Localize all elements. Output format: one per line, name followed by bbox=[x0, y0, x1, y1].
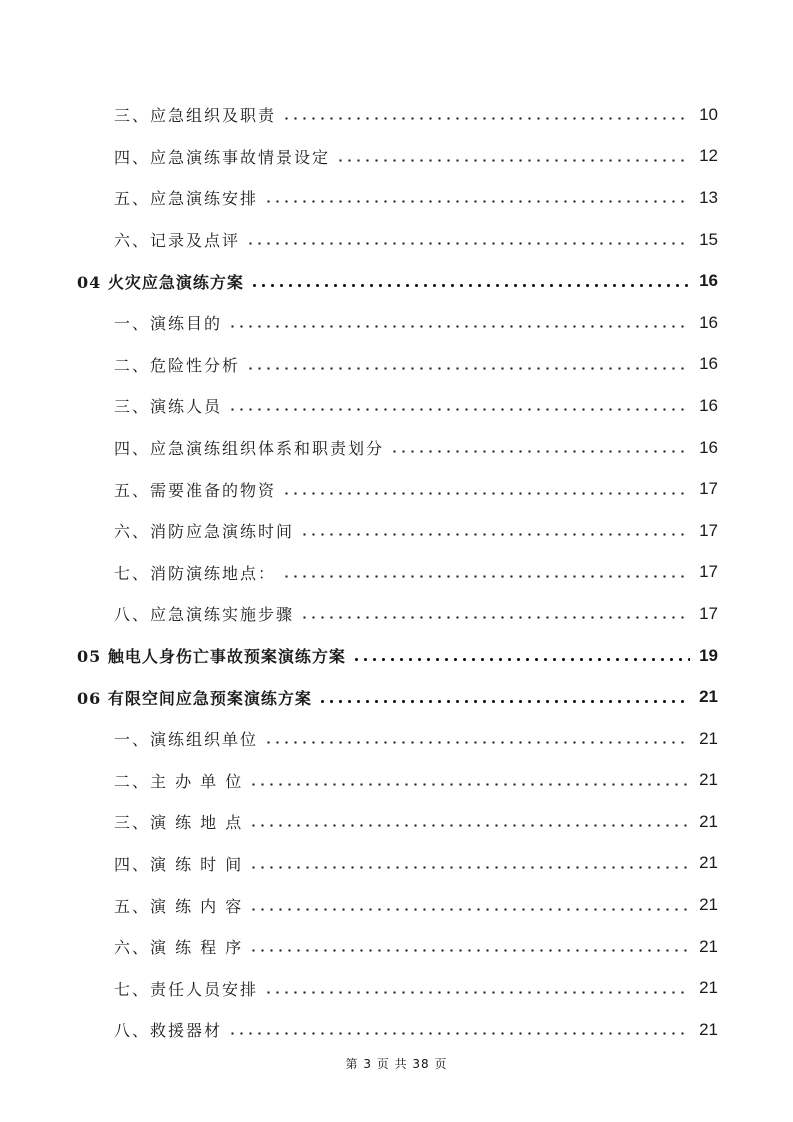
toc-entry-title: 八、救援器材 bbox=[114, 1021, 223, 1041]
toc-chapter-entry[interactable] bbox=[0, 676, 793, 718]
toc-chapter-title: 05 触电人身伤亡事故预案演练方案 bbox=[77, 647, 346, 667]
toc-dot-leader bbox=[249, 824, 690, 827]
toc-entry-page: 21 bbox=[699, 770, 718, 790]
toc-entry-page: 15 bbox=[699, 229, 718, 249]
toc-chapter-title: 06 有限空间应急预案演练方案 bbox=[77, 688, 312, 708]
toc-entry-title: 六、演 练 程 序 bbox=[114, 938, 244, 958]
toc-dot-leader bbox=[282, 575, 690, 578]
toc-entry-title: 一、演练目的 bbox=[114, 314, 223, 334]
toc-entry-title: 二、主 办 单 位 bbox=[114, 771, 244, 791]
toc-entry-page: 10 bbox=[699, 104, 718, 124]
toc-entry-page: 17 bbox=[699, 603, 718, 623]
toc-dot-leader bbox=[249, 908, 690, 911]
table-of-contents bbox=[0, 94, 793, 1051]
toc-entry-page: 21 bbox=[699, 811, 718, 831]
toc-entry-title: 五、应急演练安排 bbox=[114, 189, 259, 209]
page-footer: 第 3 页 共 38 页 bbox=[345, 1057, 448, 1071]
toc-dot-leader bbox=[300, 616, 690, 619]
toc-entry[interactable] bbox=[0, 136, 793, 178]
toc-entry[interactable] bbox=[0, 760, 793, 802]
toc-dot-leader bbox=[282, 492, 690, 495]
toc-dot-leader bbox=[250, 284, 690, 287]
toc-dot-leader bbox=[228, 1032, 690, 1035]
toc-entry[interactable] bbox=[0, 801, 793, 843]
toc-entry-page: 21 bbox=[699, 728, 718, 748]
toc-entry-title: 八、应急演练实施步骤 bbox=[114, 605, 295, 625]
toc-entry-page: 17 bbox=[699, 479, 718, 499]
toc-chapter-entry[interactable] bbox=[0, 260, 793, 302]
toc-chapter-page: 19 bbox=[699, 645, 718, 665]
toc-entry[interactable] bbox=[0, 884, 793, 926]
toc-dot-leader bbox=[228, 408, 690, 411]
toc-dot-leader bbox=[228, 325, 690, 328]
toc-dot-leader bbox=[264, 200, 690, 203]
toc-entry-page: 17 bbox=[699, 520, 718, 540]
toc-entry-title: 一、演练组织单位 bbox=[114, 730, 259, 750]
toc-entry-page: 13 bbox=[699, 187, 718, 207]
toc-entry-page: 16 bbox=[699, 354, 718, 374]
toc-entry[interactable] bbox=[0, 177, 793, 219]
toc-entry-page: 21 bbox=[699, 936, 718, 956]
toc-dot-leader bbox=[282, 117, 690, 120]
toc-entry-page: 21 bbox=[699, 1019, 718, 1039]
toc-entry-page: 16 bbox=[699, 312, 718, 332]
toc-entry-title: 四、应急演练组织体系和职责划分 bbox=[114, 439, 385, 459]
toc-chapter-page: 16 bbox=[699, 271, 718, 291]
toc-entry-page: 21 bbox=[699, 978, 718, 998]
toc-entry-title: 三、演练人员 bbox=[114, 397, 223, 417]
toc-entry-title: 七、消防演练地点： bbox=[114, 563, 277, 583]
toc-chapter-page: 21 bbox=[699, 687, 718, 707]
toc-entry-page: 17 bbox=[699, 562, 718, 582]
toc-entry[interactable] bbox=[0, 219, 793, 261]
toc-entry-title: 五、需要准备的物资 bbox=[114, 480, 277, 500]
toc-dot-leader bbox=[249, 949, 690, 952]
toc-entry-title: 四、演 练 时 间 bbox=[114, 854, 244, 874]
toc-dot-leader bbox=[264, 741, 690, 744]
toc-entry-page: 16 bbox=[699, 395, 718, 415]
toc-entry[interactable] bbox=[0, 593, 793, 635]
toc-entry[interactable] bbox=[0, 1009, 793, 1051]
toc-entry[interactable] bbox=[0, 718, 793, 760]
toc-entry-title: 三、演 练 地 点 bbox=[114, 813, 244, 833]
toc-dot-leader bbox=[249, 783, 690, 786]
toc-entry-title: 二、危险性分析 bbox=[114, 355, 241, 375]
toc-entry-title: 七、责任人员安排 bbox=[114, 979, 259, 999]
toc-entry-title: 五、演 练 内 容 bbox=[114, 896, 244, 916]
toc-entry-page: 21 bbox=[699, 853, 718, 873]
toc-entry[interactable] bbox=[0, 843, 793, 885]
toc-dot-leader bbox=[352, 658, 690, 661]
toc-dot-leader bbox=[246, 242, 690, 245]
toc-dot-leader bbox=[264, 991, 690, 994]
toc-entry-title: 三、应急组织及职责 bbox=[114, 106, 277, 126]
toc-entry-title: 六、消防应急演练时间 bbox=[114, 522, 295, 542]
toc-entry[interactable] bbox=[0, 94, 793, 136]
toc-chapter-entry[interactable] bbox=[0, 635, 793, 677]
toc-chapter-title: 04 火灾应急演练方案 bbox=[77, 272, 244, 292]
toc-dot-leader bbox=[336, 159, 690, 162]
toc-entry-page: 12 bbox=[699, 146, 718, 166]
toc-dot-leader bbox=[318, 700, 690, 703]
toc-entry[interactable] bbox=[0, 344, 793, 386]
toc-dot-leader bbox=[390, 450, 690, 453]
toc-entry[interactable] bbox=[0, 468, 793, 510]
toc-entry-title: 四、应急演练事故情景设定 bbox=[114, 147, 331, 167]
toc-entry[interactable] bbox=[0, 552, 793, 594]
toc-dot-leader bbox=[246, 367, 690, 370]
toc-entry-title: 六、记录及点评 bbox=[114, 231, 241, 251]
toc-entry[interactable] bbox=[0, 510, 793, 552]
toc-entry[interactable] bbox=[0, 926, 793, 968]
toc-entry-page: 21 bbox=[699, 895, 718, 915]
toc-dot-leader bbox=[300, 533, 690, 536]
toc-entry-page: 16 bbox=[699, 437, 718, 457]
toc-entry[interactable] bbox=[0, 967, 793, 1009]
toc-dot-leader bbox=[249, 866, 690, 869]
toc-entry[interactable] bbox=[0, 385, 793, 427]
toc-entry[interactable] bbox=[0, 427, 793, 469]
toc-entry[interactable] bbox=[0, 302, 793, 344]
